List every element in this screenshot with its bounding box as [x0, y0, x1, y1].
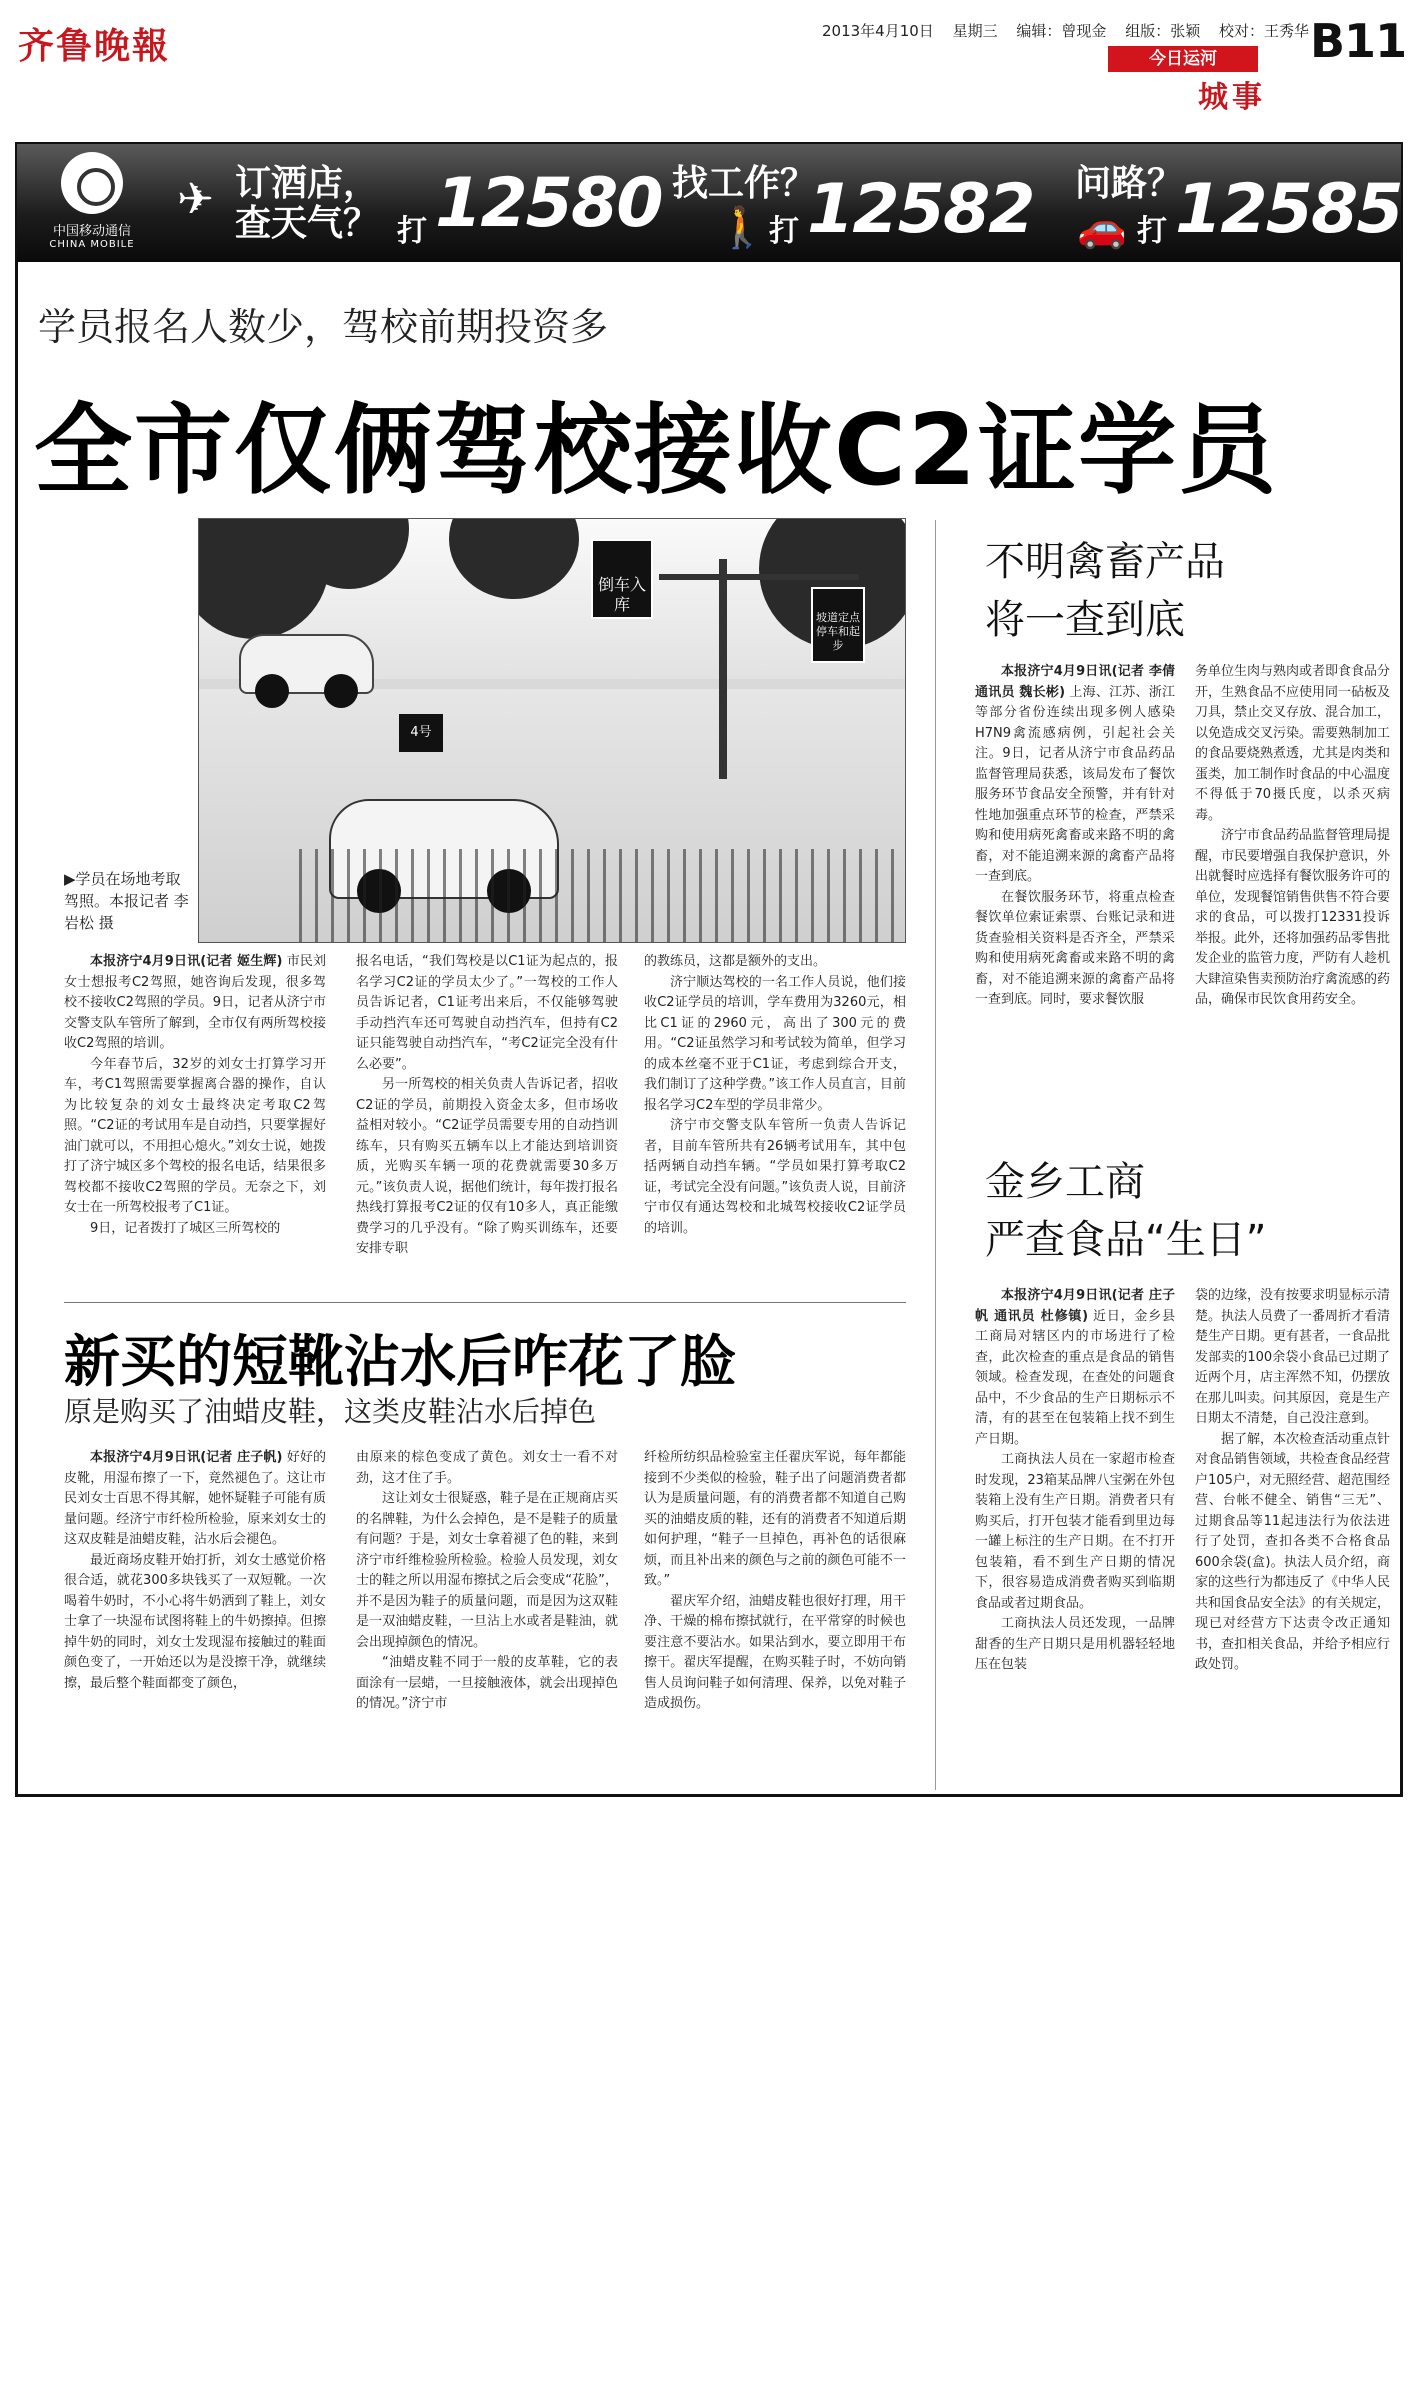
- page-number: B11: [1310, 14, 1407, 68]
- story1-column-1: [64, 952, 326, 1239]
- paragraph: [975, 662, 1175, 888]
- ad-question-road: 问路？: [1075, 163, 1184, 204]
- paragraph: 袋的边缘，没有按要求明显标示清楚。执法人员费了一番周折才看清楚生产日期。更有甚者，一食品批发部卖的100余袋小食品已过期了近两个月，店主浑然不知，仍摆放在那儿叫卖。问其原因，竟是生产日期太不清楚，自己没注意到。: [1195, 1288, 1391, 1426]
- brand-en: CHINA MOBILE: [49, 239, 135, 250]
- story1-kicker: 学员报名人数少，驾校前期投资多: [38, 305, 609, 349]
- paragraph: 纤检所纺织品检验室主任翟庆军说，每年都能接到不少类似的检验，鞋子出了问题消费者都认为是质量问题，有的消费者都不知道自己购买的油蜡皮质的鞋，还有的消费者不知道后期如何护理，“鞋子一旦掉色，再补色的话很麻烦，而且补出来的颜色与之前的颜色可能不一致。”: [644, 1450, 906, 1588]
- ad-number-12582: 12582: [807, 170, 1034, 249]
- story-divider: [64, 1302, 906, 1303]
- issue-meta: [822, 20, 1323, 41]
- masthead-logo: 齐鲁晚報: [18, 25, 171, 67]
- paragraph-text: 好好的皮靴，用湿布擦了一下，竟然褪色了。这让市民刘女士百思不得其解，她怀疑鞋子可能有质量问题。经济宁市纤检所检验，原来刘女士的这双皮鞋是油蜡皮鞋，沾水后会褪色。: [64, 1450, 326, 1547]
- paragraph: 这让刘女士很疑惑，鞋子是在正规商店买的名牌鞋，为什么会掉色，是不是鞋子的质量有问题？于是，刘女士拿着褪了色的鞋，来到济宁市纤维检验所检验。检验人员发现，刘女士的鞋之所以用湿布擦拭之后会变成“花脸”，并不是因为鞋子的质量问题，而是因为这双鞋是一双油蜡皮鞋，一旦沾上水或者是鞋油，就会出现掉颜色的情况。: [356, 1491, 618, 1650]
- walking-people-icon: 🚶: [717, 205, 767, 251]
- wheel: [255, 674, 289, 708]
- section-name: 城事: [1198, 80, 1266, 115]
- paragraph: 务单位生肉与熟肉或者即食食品分开，生熟食品不应使用同一砧板及刀具，禁止交叉存放、混合加工，以免造成交叉污染。需要熟制加工的食品要烧熟煮透，尤其是肉类和蛋类，加工制作时食品的中心温度不得低于70摄氏度，以杀灭病毒。: [1195, 664, 1391, 823]
- photo-car-far: [239, 634, 374, 694]
- section-tag: 今日运河: [1108, 46, 1258, 72]
- story2-subheadline: 原是购买了油蜡皮鞋，这类皮鞋沾水后掉色: [64, 1395, 597, 1428]
- ad-call-label: 打: [397, 214, 427, 249]
- paragraph: 9日，记者拨打了城区三所驾校的: [90, 1220, 281, 1236]
- ad-number-12580: 12580: [435, 164, 662, 243]
- story4-dateline: 本报济宁4月9日讯(记者 庄子帆 通讯员 杜修镇): [975, 1288, 1175, 1324]
- story1-dateline: 本报济宁4月9日讯(记者 姬生辉): [90, 954, 283, 969]
- paragraph: “油蜡皮鞋不同于一般的皮革鞋，它的表面涂有一层蜡，一旦接触液体，就会出现掉色的情况。”济宁市: [356, 1655, 618, 1711]
- proof-credit: 校对：王秀华: [1218, 22, 1309, 40]
- column-divider: [935, 520, 936, 1790]
- story1-photo-caption: ▶学员在场地考取驾照。本报记者 李岩松 摄: [64, 870, 189, 932]
- paragraph: 济宁市交警支队车管所一负责人告诉记者，目前车管所共有26辆考试用车，其中包括两辆自动挡车辆。“学员如果打算考取C2证，考试完全没有问题。”该负责人说，目前济宁市仅有通达驾校和北城驾校接收C2证学员的培训。: [644, 1118, 906, 1236]
- story1-column-3: [644, 952, 906, 1239]
- paragraph: 今年春节后，32岁的刘女士打算学习开车，考C1驾照需要掌握离合器的操作，自认为比较复杂的刘女士最终决定考取C2驾照。“C2证的考试用车是自动挡，只要掌握好油门就可以，不用担心熄火。”刘女士说，她拨打了济宁城区多个驾校的报名电话，结果很多驾校都不接收C2驾照的学员。无奈之下，刘女士在一所驾校报考了C1证。: [64, 1056, 326, 1215]
- ad-question-line2: 查天气？: [235, 203, 380, 244]
- china-mobile-logo: [47, 152, 137, 252]
- airplane-icon: ✈: [177, 174, 214, 225]
- paragraph-text: 市民刘女士想报考C2驾照，她咨询后发现，很多驾校不接收C2驾照的学员。9日，记者从济宁市交警支队车管所了解到，全市仅有两所驾校接收C2驾照的培训。: [64, 954, 326, 1051]
- story3-dateline: 本报济宁4月9日讯(记者 李倩 通讯员 魏长彬): [975, 664, 1175, 700]
- story3-column-1: [975, 662, 1175, 1011]
- paragraph: 由原来的棕色变成了黄色。刘女士一看不对劲，这才住了手。: [356, 1450, 618, 1486]
- story1-photo: [198, 518, 906, 943]
- car-icon: 🚗: [1077, 205, 1127, 251]
- story1-column-2: [356, 952, 618, 1260]
- story3-column-2: [1195, 662, 1390, 1011]
- story4-column-2: [1195, 1286, 1390, 1676]
- issue-date: 2013年4月10日: [822, 22, 934, 40]
- paragraph-text: 上海、江苏、浙江等部分省份连续出现多例人感染H7N9禽流感病例，引起社会关注。9日，记者从济宁市食品药品监督管理局获悉，该局发布了餐饮服务环节食品安全预警，并有针对性地加强重点环节的检查，严禁采购和使用病死禽畜或来路不明的禽畜，对不能追溯来源的禽畜产品将一查到底。: [975, 684, 1175, 884]
- story4-column-1: [975, 1286, 1175, 1676]
- ad-item-hotel: [235, 164, 379, 244]
- story2-column-2: [356, 1448, 618, 1715]
- story3-headline-line1: 不明禽畜产品: [985, 539, 1225, 585]
- china-mobile-ad-banner: [17, 144, 1401, 262]
- paragraph: 报名电话，“我们驾校是以C1证为起点的，报名学习C2证的学员太少了。”一驾校的工作人员告诉记者，C1证考出来后，不仅能够驾驶手动挡汽车还可驾驶自动挡汽车，但持有C2证只能驾驶自动挡汽车，“考C2证完全没有什么必要”。: [356, 954, 618, 1072]
- photo-sign-reverse-parking: 倒车入库: [591, 539, 653, 619]
- paragraph: [64, 1448, 326, 1551]
- layout-credit: 组版：张颖: [1125, 22, 1201, 40]
- story2-headline: 新买的短靴沾水后咋花了脸: [64, 1330, 736, 1395]
- ad-call-label-2: 打: [769, 214, 799, 249]
- paragraph: 济宁市食品药品监督管理局提醒，市民要增强自我保护意识，外出就餐时应选择有餐饮服务许可的单位，发现餐馆销售供售不符合要求的食品，可以拨打12331投诉举报。此外，还将加强药品零售批发企业的监管力度，严防有人趁机大肆渲染售卖预防治疗禽流感的药品，确保市民饮食用药安全。: [1195, 828, 1391, 1007]
- story2-column-1: [64, 1448, 326, 1694]
- photo-fence: [299, 849, 906, 943]
- photo-sign-slope: 坡道定点停车和起步: [811, 587, 865, 663]
- editor-credit: 编辑：曾现金: [1016, 22, 1107, 40]
- paragraph: 工商执法人员在一家超市检查时发现，23箱某品牌八宝粥在外包装箱上没有生产日期。消费者只有购买后，打开包装才能看到里边每一罐上标注的生产日期。在不打开包装箱，看不到生产日期的情况下，很容易造成消费者购买到临期食品或者过期食品。: [975, 1452, 1175, 1611]
- paragraph: 据了解，本次检查活动重点针对食品销售领域，共检查食品经营户105户，对无照经营、超范围经营、台帐不健全、销售“三无”、过期食品等11起违法行为依法进行了处罚，查扣各类不合格食品600余袋(盒)。执法人员介绍，商家的这些行为都违反了《中华人民共和国食品安全法》的有关规定，现已对经营方下达责令改正通知书，查扣相关食品，并给予相应行政处罚。: [1195, 1431, 1391, 1672]
- story2-dateline: 本报济宁4月9日讯(记者 庄子帆): [90, 1450, 283, 1465]
- paragraph: 最近商场皮鞋开始打折，刘女士感觉价格很合适，就花300多块钱买了一双短靴。一次喝着牛奶时，不小心将牛奶洒到了鞋上，刘女士拿了一块湿布试图将鞋上的牛奶擦掉。但擦掉牛奶的同时，刘女士发现湿布接触过的鞋面颜色变了，一开始还以为是没擦干净，就继续擦，最后整个鞋面都变了颜色，: [64, 1552, 326, 1691]
- story1-headline: 全市仅俩驾校接收C2证学员: [34, 394, 1279, 508]
- story4-headline-line2: 严查食品“生日”: [985, 1217, 1267, 1263]
- story3-headline-line2: 将一查到底: [985, 597, 1185, 643]
- paragraph: 在餐饮服务环节，将重点检查餐饮单位索证索票、台账记录和进货查验相关资料是否齐全，严禁采购和使用病死禽畜或来路不明的禽畜，对不能追溯来源的禽畜产品将一查到底。同时，要求餐饮服: [975, 889, 1175, 1007]
- paragraph-text: 近日，金乡县工商局对辖区内的市场进行了检查，此次检查的重点是食品的销售领域。检查发现，在查处的问题食品中，不少食品的生产日期标示不清，有的甚至在包装箱上找不到生产日期。: [975, 1308, 1175, 1447]
- paragraph: 的教练员，这都是额外的支出。: [644, 954, 827, 969]
- photo-sign-number: 4号: [399, 714, 443, 752]
- paragraph: [975, 1286, 1175, 1450]
- paragraph: 济宁顺达驾校的一名工作人员说，他们接收C2证学员的培训，学车费用为3260元，相比C1证的2960元，高出了300元的费用。“C2证虽然学习和考试较为简单，但学习的成本丝毫不亚于C1证，考虑到综合开支，我们制订了这种学费。”该工作人员直言，目前报名学习C2车型的学员非常少。: [644, 974, 906, 1113]
- china-mobile-emblem-icon: [61, 152, 123, 214]
- paragraph: 翟庆军介绍，油蜡皮鞋也很好打理，用干净、干燥的棉布擦拭就行，在平常穿的时候也要注意不要沾水。如果沾到水，要立即用干布擦干。翟庆军提醒，在购买鞋子时，不妨向销售人员询问鞋子如何清理、保养，以免对鞋子造成损伤。: [644, 1593, 906, 1711]
- story2-column-3: [644, 1448, 906, 1715]
- ad-question-job: 找工作？: [672, 163, 817, 204]
- ad-call-label-3: 打: [1137, 214, 1167, 249]
- photo-sign-pole: [719, 559, 727, 779]
- wheel: [324, 674, 358, 708]
- paragraph: [64, 952, 326, 1055]
- story4-headline-line1: 金乡工商: [985, 1159, 1145, 1205]
- ad-number-12585: 12585: [1175, 170, 1402, 249]
- ad-question-line1: 订酒店，: [235, 163, 380, 204]
- issue-weekday: 星期三: [952, 22, 998, 40]
- paragraph: 另一所驾校的相关负责人告诉记者，招收C2证的学员，前期投入资金太多，但市场收益相对较小。“C2证学员需要专用的自动挡训练车，只有购买五辆车以上才能达到培训资质，光购买车辆一项的花费就需要30多万元。”该负责人说，据他们统计，每年拨打报名热线打算报考C2证的仅有10多人，真正能缴费学习的几乎没有。“除了购买训练车，还要安排专职: [356, 1077, 618, 1256]
- paragraph: 工商执法人员还发现，一品牌甜香的生产日期只是用机器轻轻地压在包装: [975, 1616, 1175, 1672]
- photo-sign-arm: [659, 574, 859, 580]
- brand-cn: 中国移动通信: [52, 224, 131, 239]
